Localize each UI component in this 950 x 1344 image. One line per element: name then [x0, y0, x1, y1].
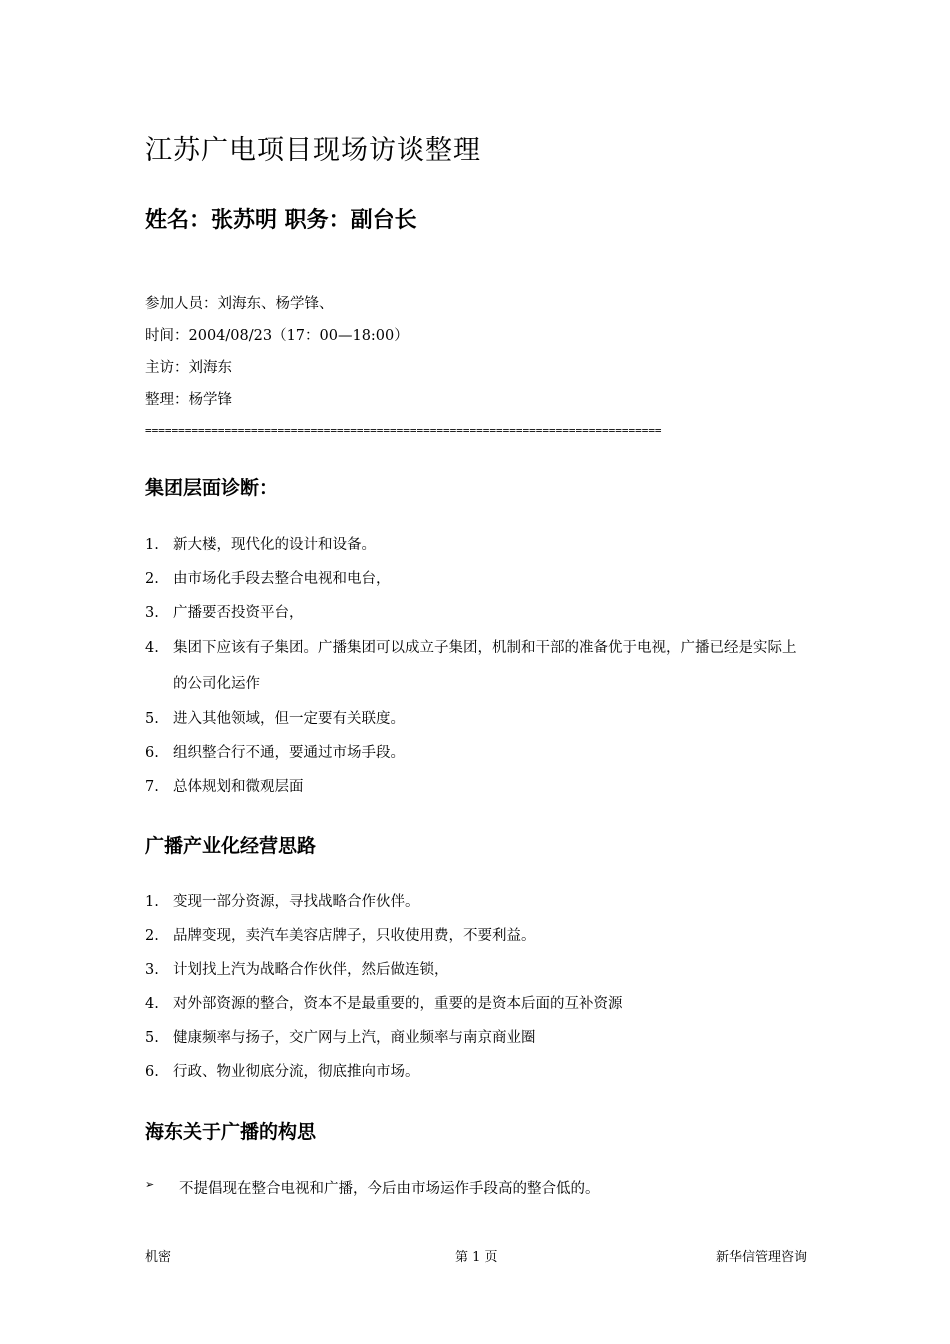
group-diagnosis-list	[145, 528, 810, 804]
bullet-item: ➢ 不提倡现在整合电视和广播，今后由市场运作手段高的整合低的。	[145, 1178, 600, 1197]
footer-page-number: 第 1 页	[455, 1250, 498, 1265]
meeting-info	[145, 294, 409, 422]
list-item: 1. 新大楼，现代化的设计和设备。	[145, 537, 376, 553]
section-heading-haidong-ideas: 海东关于广播的构思	[145, 1121, 317, 1143]
list-item: 2. 品牌变现，卖汽车美容店牌子，只收使用费，不要利益。	[145, 928, 536, 944]
recorder-line: 整理：杨学锋	[145, 392, 232, 408]
list-item: 5. 进入其他领域，但一定要有关联度。	[145, 711, 405, 727]
arrow-bullet-icon: ➢	[145, 1178, 155, 1191]
section-heading-radio-industry: 广播产业化经营思路	[145, 835, 317, 857]
list-item: 6. 行政、物业彻底分流，彻底推向市场。	[145, 1064, 420, 1080]
list-item: 1. 变现一部分资源，寻找战略合作伙伴。	[145, 894, 420, 910]
list-item: 3. 计划找上汽为战略合作伙伴，然后做连锁，	[145, 962, 449, 978]
list-item: 4. 集团下应该有子集团。广播集团可以成立子集团，机制和干部的准备优于电视，广播已经是实际上的公司化运作	[145, 640, 797, 692]
separator-line: ==============================================================================	[145, 424, 662, 437]
list-item: 5. 健康频率与扬子，交广网与上汽，商业频率与南京商业圈	[145, 1030, 536, 1046]
list-item: 6. 组织整合行不通，要通过市场手段。	[145, 745, 405, 761]
interviewee-heading: 姓名：张苏明 职务：副台长	[145, 208, 417, 233]
list-item: 7. 总体规划和微观层面	[145, 779, 304, 795]
interviewer-line: 主访：刘海东	[145, 360, 232, 376]
list-item: 3. 广播要否投资平台，	[145, 605, 304, 621]
list-item: 2. 由市场化手段去整合电视和电台，	[145, 571, 391, 587]
participants-line: 参加人员：刘海东、杨学锋、	[145, 296, 334, 312]
footer-confidential: 机密	[145, 1250, 172, 1265]
time-line: 时间：2004/08/23（17：00—18:00）	[145, 328, 409, 344]
list-item: 4. 对外部资源的整合，资本不是最重要的，重要的是资本后面的互补资源	[145, 996, 623, 1012]
footer-company: 新华信管理咨询	[715, 1250, 807, 1265]
document-title: 江苏广电项目现场访谈整理	[145, 135, 481, 166]
section-heading-group-diagnosis: 集团层面诊断：	[145, 477, 279, 499]
radio-industry-list	[145, 885, 810, 1089]
